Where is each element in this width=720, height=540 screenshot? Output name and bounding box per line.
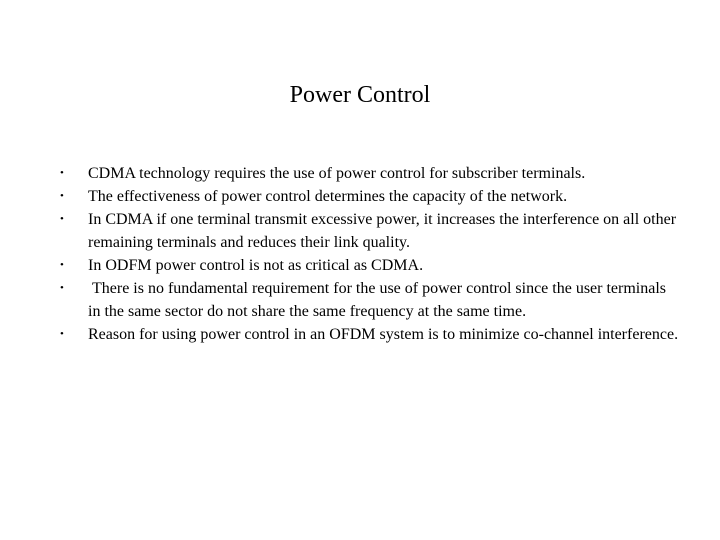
bullet-list	[60, 162, 680, 346]
list-item	[60, 254, 680, 277]
bullet-icon: •	[60, 213, 64, 225]
bullet-icon: •	[60, 328, 64, 340]
bullet-text: In ODFM power control is not as critical as CDMA.	[88, 257, 424, 274]
bullet-text: There is no fundamental requirement for the use of power control since the user terminals in the same sector do not share the same frequency at the same time.	[88, 280, 671, 320]
list-item	[60, 162, 680, 185]
bullet-icon: •	[60, 190, 64, 202]
bullet-text: Reason for using power control in an OFDM system is to minimize co-channel interference.	[88, 326, 679, 343]
bullet-text: The effectiveness of power control determines the capacity of the network.	[88, 188, 568, 205]
slide-title: Power Control	[289, 82, 431, 108]
list-item	[60, 185, 680, 208]
list-item	[60, 208, 680, 254]
bullet-icon: •	[60, 167, 64, 179]
bullet-text: In CDMA if one terminal transmit excessive power, it increases the interference on all other remaining terminals and reduces their link quality.	[88, 211, 677, 251]
list-item	[60, 277, 680, 323]
list-item	[60, 323, 680, 346]
bullet-icon: •	[60, 282, 64, 294]
bullet-text: CDMA technology requires the use of power control for subscriber terminals.	[88, 165, 586, 182]
bullet-icon: •	[60, 259, 64, 271]
